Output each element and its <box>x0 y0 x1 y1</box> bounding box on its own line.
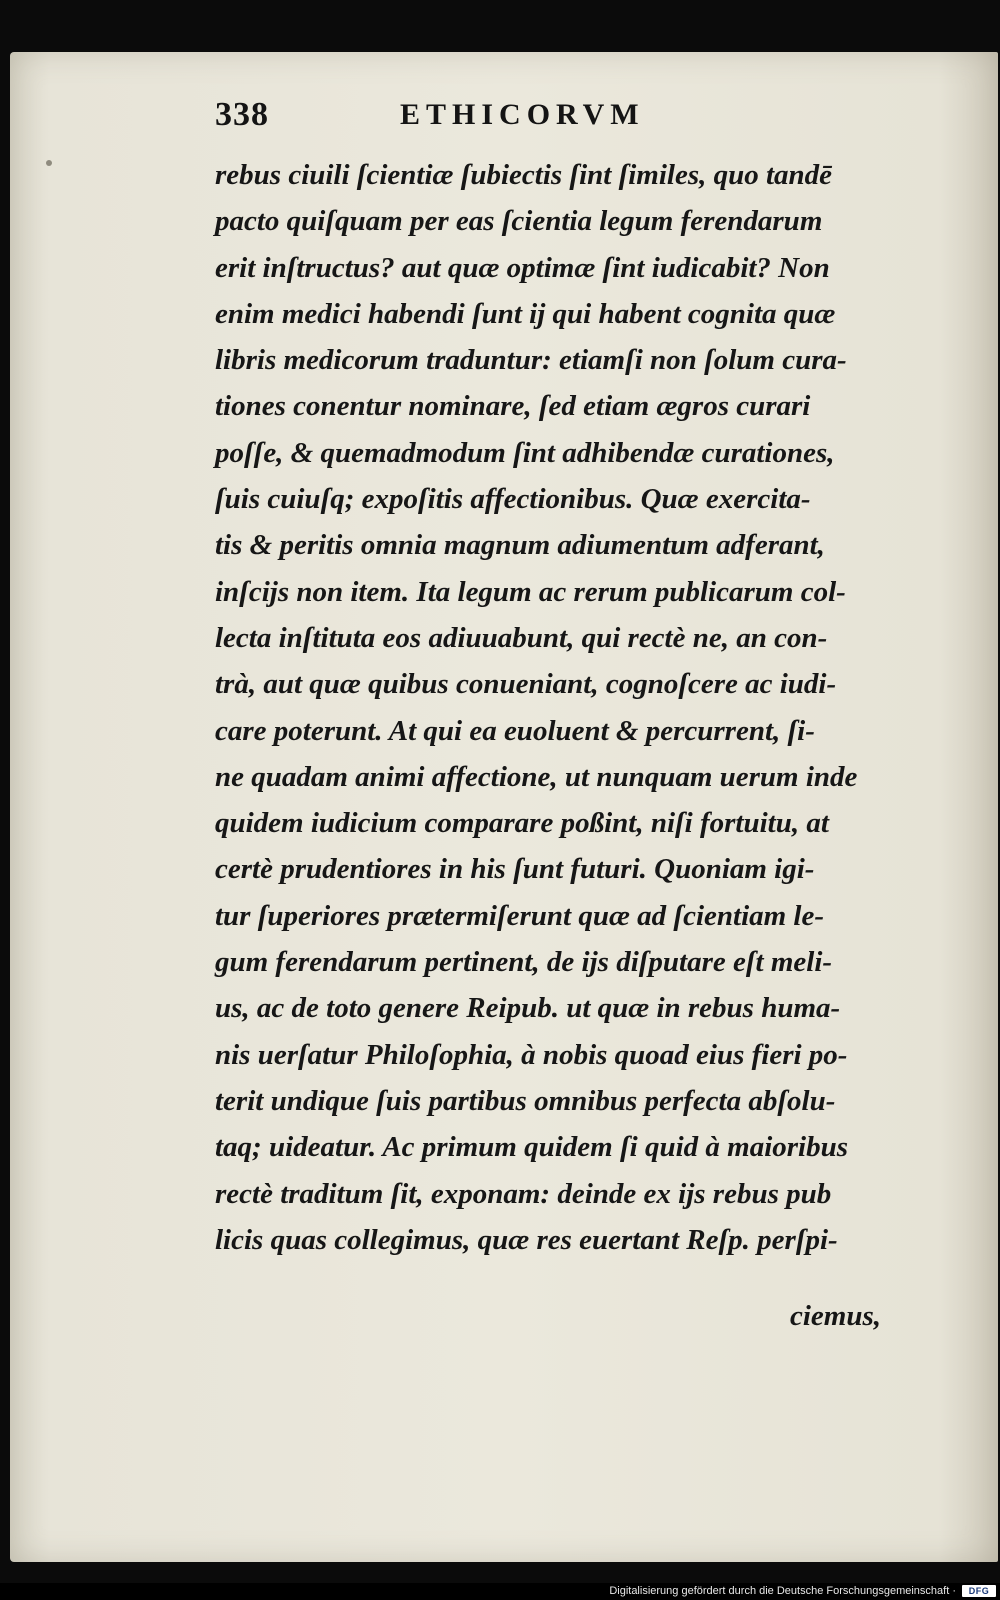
paper-spot <box>46 160 52 166</box>
catchword: ciemus, <box>790 1300 882 1332</box>
text-line: care poterunt. At qui ea euoluent & percurrent, ſi- <box>215 714 815 747</box>
text-line: taq; uideatur. Ac primum quidem ſi quid à maioribus <box>215 1131 849 1164</box>
text-line: inſcijs non item. Ita legum ac rerum publicarum col- <box>215 575 846 608</box>
text-line: rebus ciuili ſcientiæ ſubiectis ſint ſimiles, quo tandē <box>215 159 833 191</box>
text-line: us, ac de toto genere Reipub. ut quæ in rebus huma- <box>215 992 841 1025</box>
text-line: gum ferendarum pertinent, de ijs diſputare eſt meli- <box>215 946 833 979</box>
footer-credit: Digitalisierung gefördert durch die Deutsche Forschungsgemeinschaft · <box>609 1585 956 1597</box>
body-text <box>215 152 915 1263</box>
text-line: ſuis cuiuſq; expoſitis affectionibus. Quæ exercita- <box>215 483 811 516</box>
text-line: pacto quiſquam per eas ſcientia legum ferendarum <box>215 205 823 238</box>
text-line: trà, aut quæ quibus conueniant, cognoſcere ac iudi- <box>215 668 837 701</box>
text-line: certè prudentiores in his ſunt futuri. Quoniam igi- <box>215 853 815 886</box>
text-line: tis & peritis omnia magnum adiumentum adferant, <box>215 529 825 562</box>
text-line: nis uerſatur Philoſophia, à nobis quoad eius fieri po- <box>215 1038 848 1071</box>
text-line: ne quadam animi affectione, ut nunquam uerum inde <box>215 760 858 793</box>
page-number: 338 <box>215 96 269 133</box>
text-line: quidem iudicium comparare poßint, niſi fortuitu, at <box>215 807 829 840</box>
text-line: rectè traditum ſit, exponam: deinde ex ijs rebus pub <box>215 1177 832 1210</box>
text-line: licis quas collegimus, quæ res euertant Reſp. perſpi- <box>215 1223 838 1256</box>
text-line: erit inſtructus? aut quæ optimæ ſint iudicabit? Non <box>215 251 830 284</box>
text-line: enim medici habendi ſunt ij qui habent cognita quæ <box>215 297 836 330</box>
dfg-logo: DFG <box>962 1585 996 1597</box>
running-head: ETHICORVM <box>400 98 645 131</box>
text-line: libris medicorum traduntur: etiamſi non ſolum cura- <box>215 344 847 377</box>
text-line: tur ſuperiores prætermiſerunt quæ ad ſcientiam le- <box>215 899 825 932</box>
text-line: poſſe, & quemadmodum ſint adhibendæ curationes, <box>215 436 835 469</box>
text-line: tiones conentur nominare, ſed etiam ægros curari <box>215 390 811 423</box>
text-line: lecta inſtituta eos adiuuabunt, qui rectè ne, an con- <box>215 621 828 654</box>
text-line: terit undique ſuis partibus omnibus perfecta abſolu- <box>215 1084 836 1117</box>
page-header <box>205 96 925 146</box>
